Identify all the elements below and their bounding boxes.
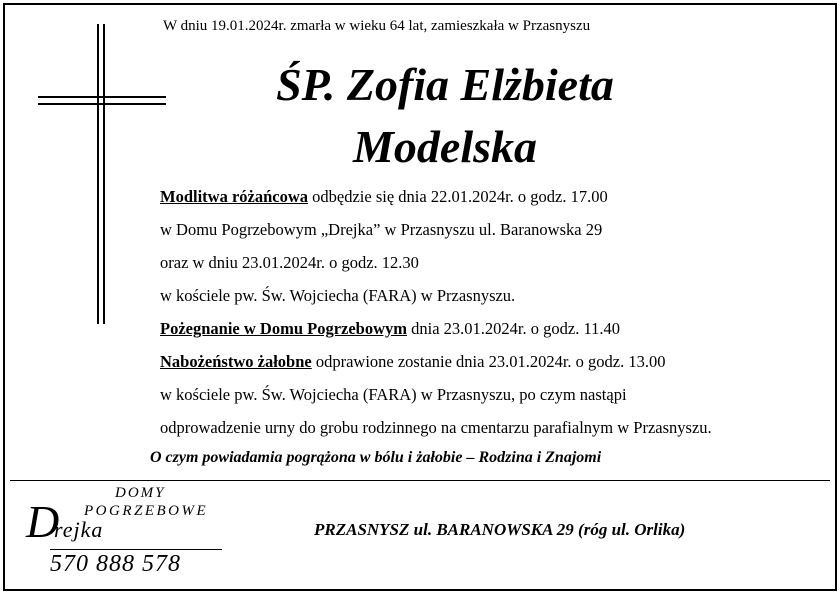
farewell-details: dnia 23.01.2024r. o godz. 11.40 <box>407 319 620 338</box>
logo-underline <box>50 549 222 550</box>
detail-line <box>160 312 712 345</box>
deceased-name-line1: ŚP. Zofia Elżbieta <box>276 59 614 110</box>
cross-horizontal-bar <box>38 96 166 105</box>
logo-pogrzebowe: POGRZEBOWE <box>84 503 209 519</box>
deceased-name-line2: Modelska <box>353 121 537 172</box>
detail-line: w kościele pw. Św. Wojciecha (FARA) w Przasnyszu. <box>160 286 516 305</box>
logo-name: rejka <box>54 517 104 542</box>
detail-line <box>160 180 712 213</box>
farewell-label: Pożegnanie w Domu Pogrzebowym <box>160 319 408 338</box>
rosary-label: Modlitwa różańcowa <box>160 187 309 206</box>
mass-details: odprawione zostanie dnia 23.01.2024r. o godz. 13.00 <box>311 352 666 371</box>
closing-note: O czym powiadamia pogrążona w bólu i żałobie – Rodzina i Znajomi <box>150 449 602 466</box>
logo-initial: D <box>26 496 60 547</box>
intro-text: W dniu 19.01.2024r. zmarła w wieku 64 lat, zamieszkała w Przasnyszu <box>163 18 591 34</box>
ceremony-details <box>160 180 712 444</box>
detail-line: odprowadzenie urny do grobu rodzinnego na cmentarzu parafialnym w Przasnyszu. <box>160 418 712 437</box>
logo-domy: DOMY <box>115 485 166 501</box>
rosary-details: odbędzie się dnia 22.01.2024r. o godz. 17.00 <box>308 187 608 206</box>
phone-number: 570 888 578 <box>50 551 181 577</box>
funeral-home-logo <box>20 485 230 580</box>
detail-line: oraz w dniu 23.01.2024r. o godz. 12.30 <box>160 253 419 272</box>
detail-line: w kościele pw. Św. Wojciecha (FARA) w Przasnyszu, po czym nastąpi <box>160 385 627 404</box>
funeral-home-address: PRZASNYSZ ul. BARANOWSKA 29 (róg ul. Orlika) <box>314 520 686 539</box>
detail-line <box>160 345 712 378</box>
cross-vertical-bar <box>97 24 105 324</box>
detail-line: w Domu Pogrzebowym „Drejka” w Przasnyszu ul. Baranowska 29 <box>160 220 603 239</box>
divider <box>10 480 830 481</box>
mass-label: Nabożeństwo żałobne <box>160 352 312 371</box>
